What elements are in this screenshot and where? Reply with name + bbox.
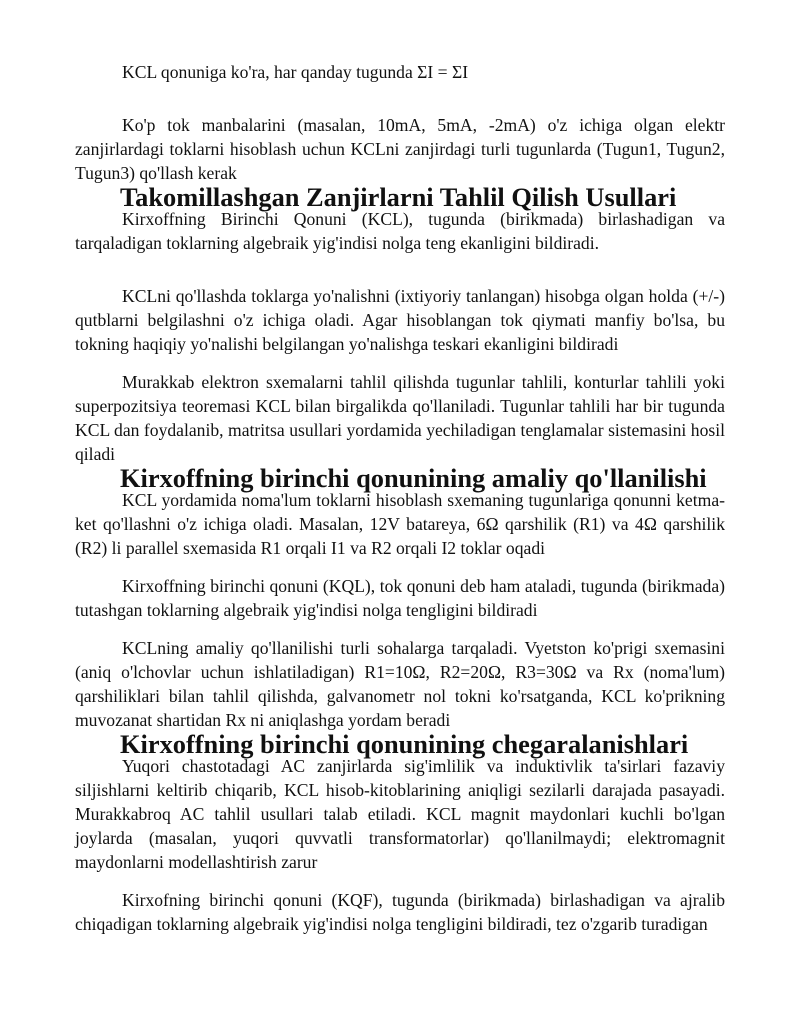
paragraph: KCLni qo'llashda toklarga yo'nalishni (ixtiyoriy tanlangan) hisobga olgan holda (+/-) qutblarni belgilashni o'z ichiga oladi. Agar hisoblangan tok qiymati manfiy bo'lsa, bu tokning haqiqiy yo'nalishi belgilangan yo'nalishga teskari ekanligini bildiradi [75, 286, 725, 354]
section-heading: Kirxoffning birinchi qonunining amaliy qo'llanilishi [120, 463, 707, 493]
paragraph: Kirxoffning birinchi qonuni (KQL), tok qonuni deb ham ataladi, tugunda (birikmada) tutashgan toklarning algebraik yig'indisi nolga tengligini bildiradi [75, 576, 725, 620]
section-heading: Takomillashgan Zanjirlarni Tahlil Qilish Usullari [120, 182, 677, 212]
paragraph: KCL yordamida noma'lum toklarni hisoblash sxemaning tugunlariga qonunni ketma-ket qo'llashni o'z ichiga oladi. Masalan, 12V batareya, 6Ω qarshilik (R1) va 4Ω qarshilik (R2) li parallel sxemasida R1 orqali I1 va R2 orqali I2 toklar oqadi [75, 490, 725, 558]
paragraph: Murakkab elektron sxemalarni tahlil qilishda tugunlar tahlili, konturlar tahlili yoki superpozitsiya teoremasi KCL bilan birgalikda qo'llaniladi. Tugunlar tahlili har bir tugunda KCL dan foydalanib, matritsa usullari yordamida yechiladigan tenglamalar sistemasini hosil qiladi [75, 372, 725, 464]
paragraph: Kirxoffning Birinchi Qonuni (KCL), tugunda (birikmada) birlashadigan va tarqaladigan toklarning algebraik yig'indisi nolga teng ekanligini bildiradi. [75, 209, 725, 253]
section-heading: Kirxoffning birinchi qonunining chegaralanishlari [120, 729, 689, 759]
paragraph: Yuqori chastotadagi AC zanjirlarda sig'imlilik va induktivlik ta'sirlari fazaviy siljishlarni keltirib chiqarib, KCL hisob-kitoblarining aniqligi sezilarli darajada pasayadi. Murakkabroq AC tahlil usullari talab etiladi. KCL magnit maydonlari kuchli bo'lgan joylarda (masalan, yuqori quvvatli transformatorlar) qo'llanilmaydi; elektromagnit maydonlarni modellashtirish zarur [75, 756, 725, 872]
paragraph: Ko'p tok manbalarini (masalan, 10mA, 5mA, -2mA) o'z ichiga olgan elektr zanjirlardagi toklarni hisoblash uchun KCLni zanjirdagi turli tugunlarda (Tugun1, Tugun2, Tugun3) qo'llash kerak [75, 115, 725, 183]
paragraph: KCLning amaliy qo'llanilishi turli sohalarga tarqaladi. Vyetston ko'prigi sxemasini (aniq o'lchovlar uchun ishlatiladigan) R1=10Ω, R2=20Ω, R3=30Ω va Rx (noma'lum) qarshiliklari bilan tahlil qilishda, galvanometr nol tokni ko'rsatganda, KCL ko'prikning muvozanat shartidan Rx ni aniqlashga yordam beradi [75, 638, 725, 730]
paragraph: KCL qonuniga ko'ra, har qanday tugunda ΣI = ΣI [122, 62, 469, 82]
paragraph: Kirxofning birinchi qonuni (KQF), tugunda (birikmada) birlashadigan va ajralib chiqadigan toklarning algebraik yig'indisi nolga tengligini bildiradi, tez o'zgarib turadigan [75, 890, 725, 934]
